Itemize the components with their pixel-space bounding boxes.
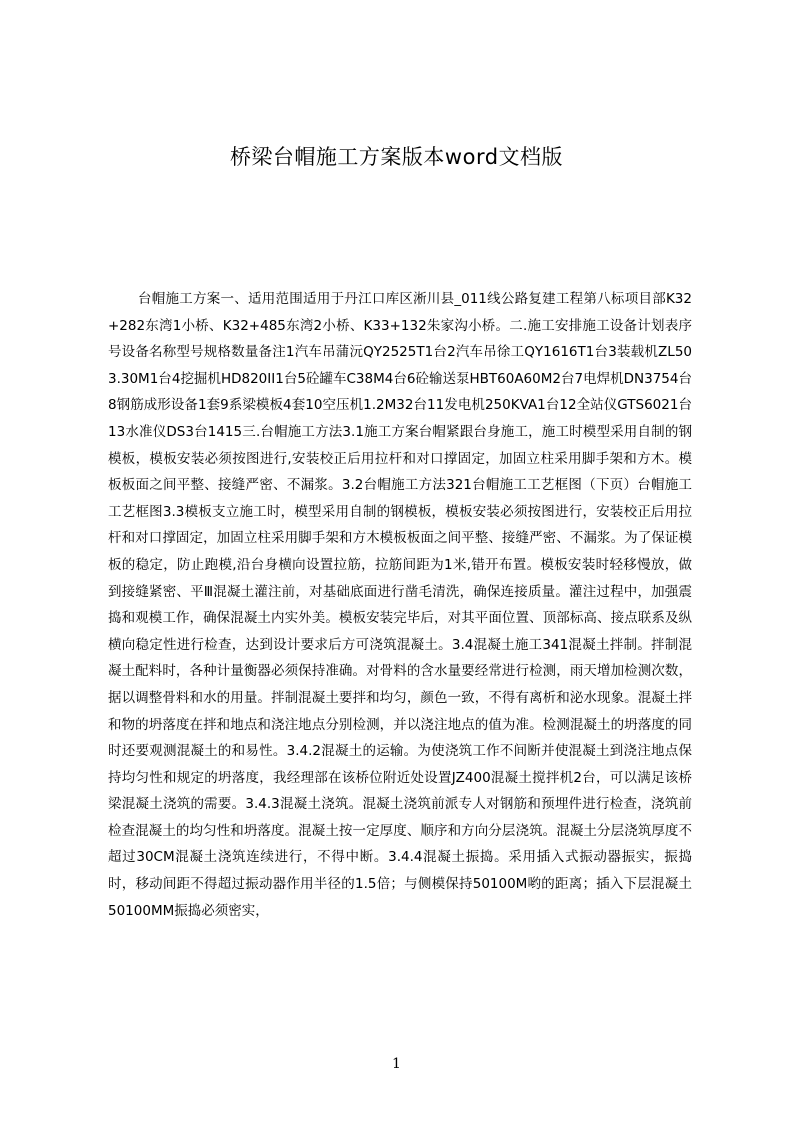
body-paragraph: 台帽施工方案一、适用范围适用于丹江口库区淅川县_011线公路复建工程第八标项目部K32+282东湾1小桥、K32+485东湾2小桥、K33+132朱家沟小桥。二.施工安排施工设备计划表序号设备名称型号规格数量备注1汽车吊蒲沅QY2525T1台2汽车吊徐工QY1616T1台3装载机ZL503.30M1台4挖掘机HD820II1台5砼罐车C38M4台6砼输送泵HBT60A60M2台7电焊机DN3754台8钢筋成形设备1套9系梁模板4套10空压机1.2M32台11发电机250KVA1台12全站仪GTS6021台13水准仪DS3台1415三.台帽施工方法3.1施工方案台帽紧跟台身施工，施工时模型采用自制的钢模板，模板安装必须按图进行,安装校正后用拉杆和对口撑固定，加固立柱采用脚手架和方木。模板板面之间平整、接缝严密、不漏浆。3.2台帽施工方法321台帽施工工艺框图（下页）台帽施工工艺框图3.3模板支立施工时，模型采用自制的钢模板，模板安装必须按图进行，安装校正后用拉杆和对口撑固定，加固立柱采用脚手架和方木模板板面之间平整、接缝严密、不漏浆。为了保证模板的稳定，防止跑模,沿台身横向设置拉筋，拉筋间距为1米,错开布置。模板安装时轻移慢放，做到接缝紧密、平Ⅲ混凝土灌注前，对基础底面进行凿毛清洗，确保连接质量。灌注过程中，加强震捣和观模工作，确保混凝土内实外美。模板安装完毕后，对其平面位置、顶部标高、接点联系及纵横向稳定性进行检查，达到设计要求后方可浇筑混凝土。3.4混凝土施工341混凝土拌制。拌制混凝土配料时，各种计量衡器必须保持准确。对骨料的含水量要经常进行检测，雨天增加检测次数，据以调整骨料和水的用量。拌制混凝土要拌和均匀，颜色一致，不得有离析和泌水现象。混凝土拌和物的坍落度在拌和地点和浇注地点分别检测，并以浇注地点的值为准。检测混凝土的坍落度的同时还要观测混凝土的和易性。3.4.2混凝土的运输。为使浇筑工作不间断并使混凝土到浇注地点保持均匀性和规定的坍落度，我经理部在该桥位附近处设置JZ400混凝土搅拌机2台，可以满足该桥梁混凝土浇筑的需要。3.4.3混凝土浇筑。混凝土浇筑前派专人对钢筋和预埋件进行检查，浇筑前检查混凝土的均匀性和坍落度。混凝土按一定厚度、顺序和方向分层浇筑。混凝土分层浇筑厚度不超过30CM混凝土浇筑连续进行，不得中断。3.4.4混凝土振捣。采用插入式振动器振实，振捣时，移动间距不得超过振动器作用半径的1.5倍；与侧模保持50100M哟的距离；插入下层混凝土50100MM振捣必须密实， xyxy=(108,291,692,919)
page-number: 1 xyxy=(392,1056,401,1072)
document-title: 桥梁台帽施工方案版本word文档版 xyxy=(229,145,564,169)
